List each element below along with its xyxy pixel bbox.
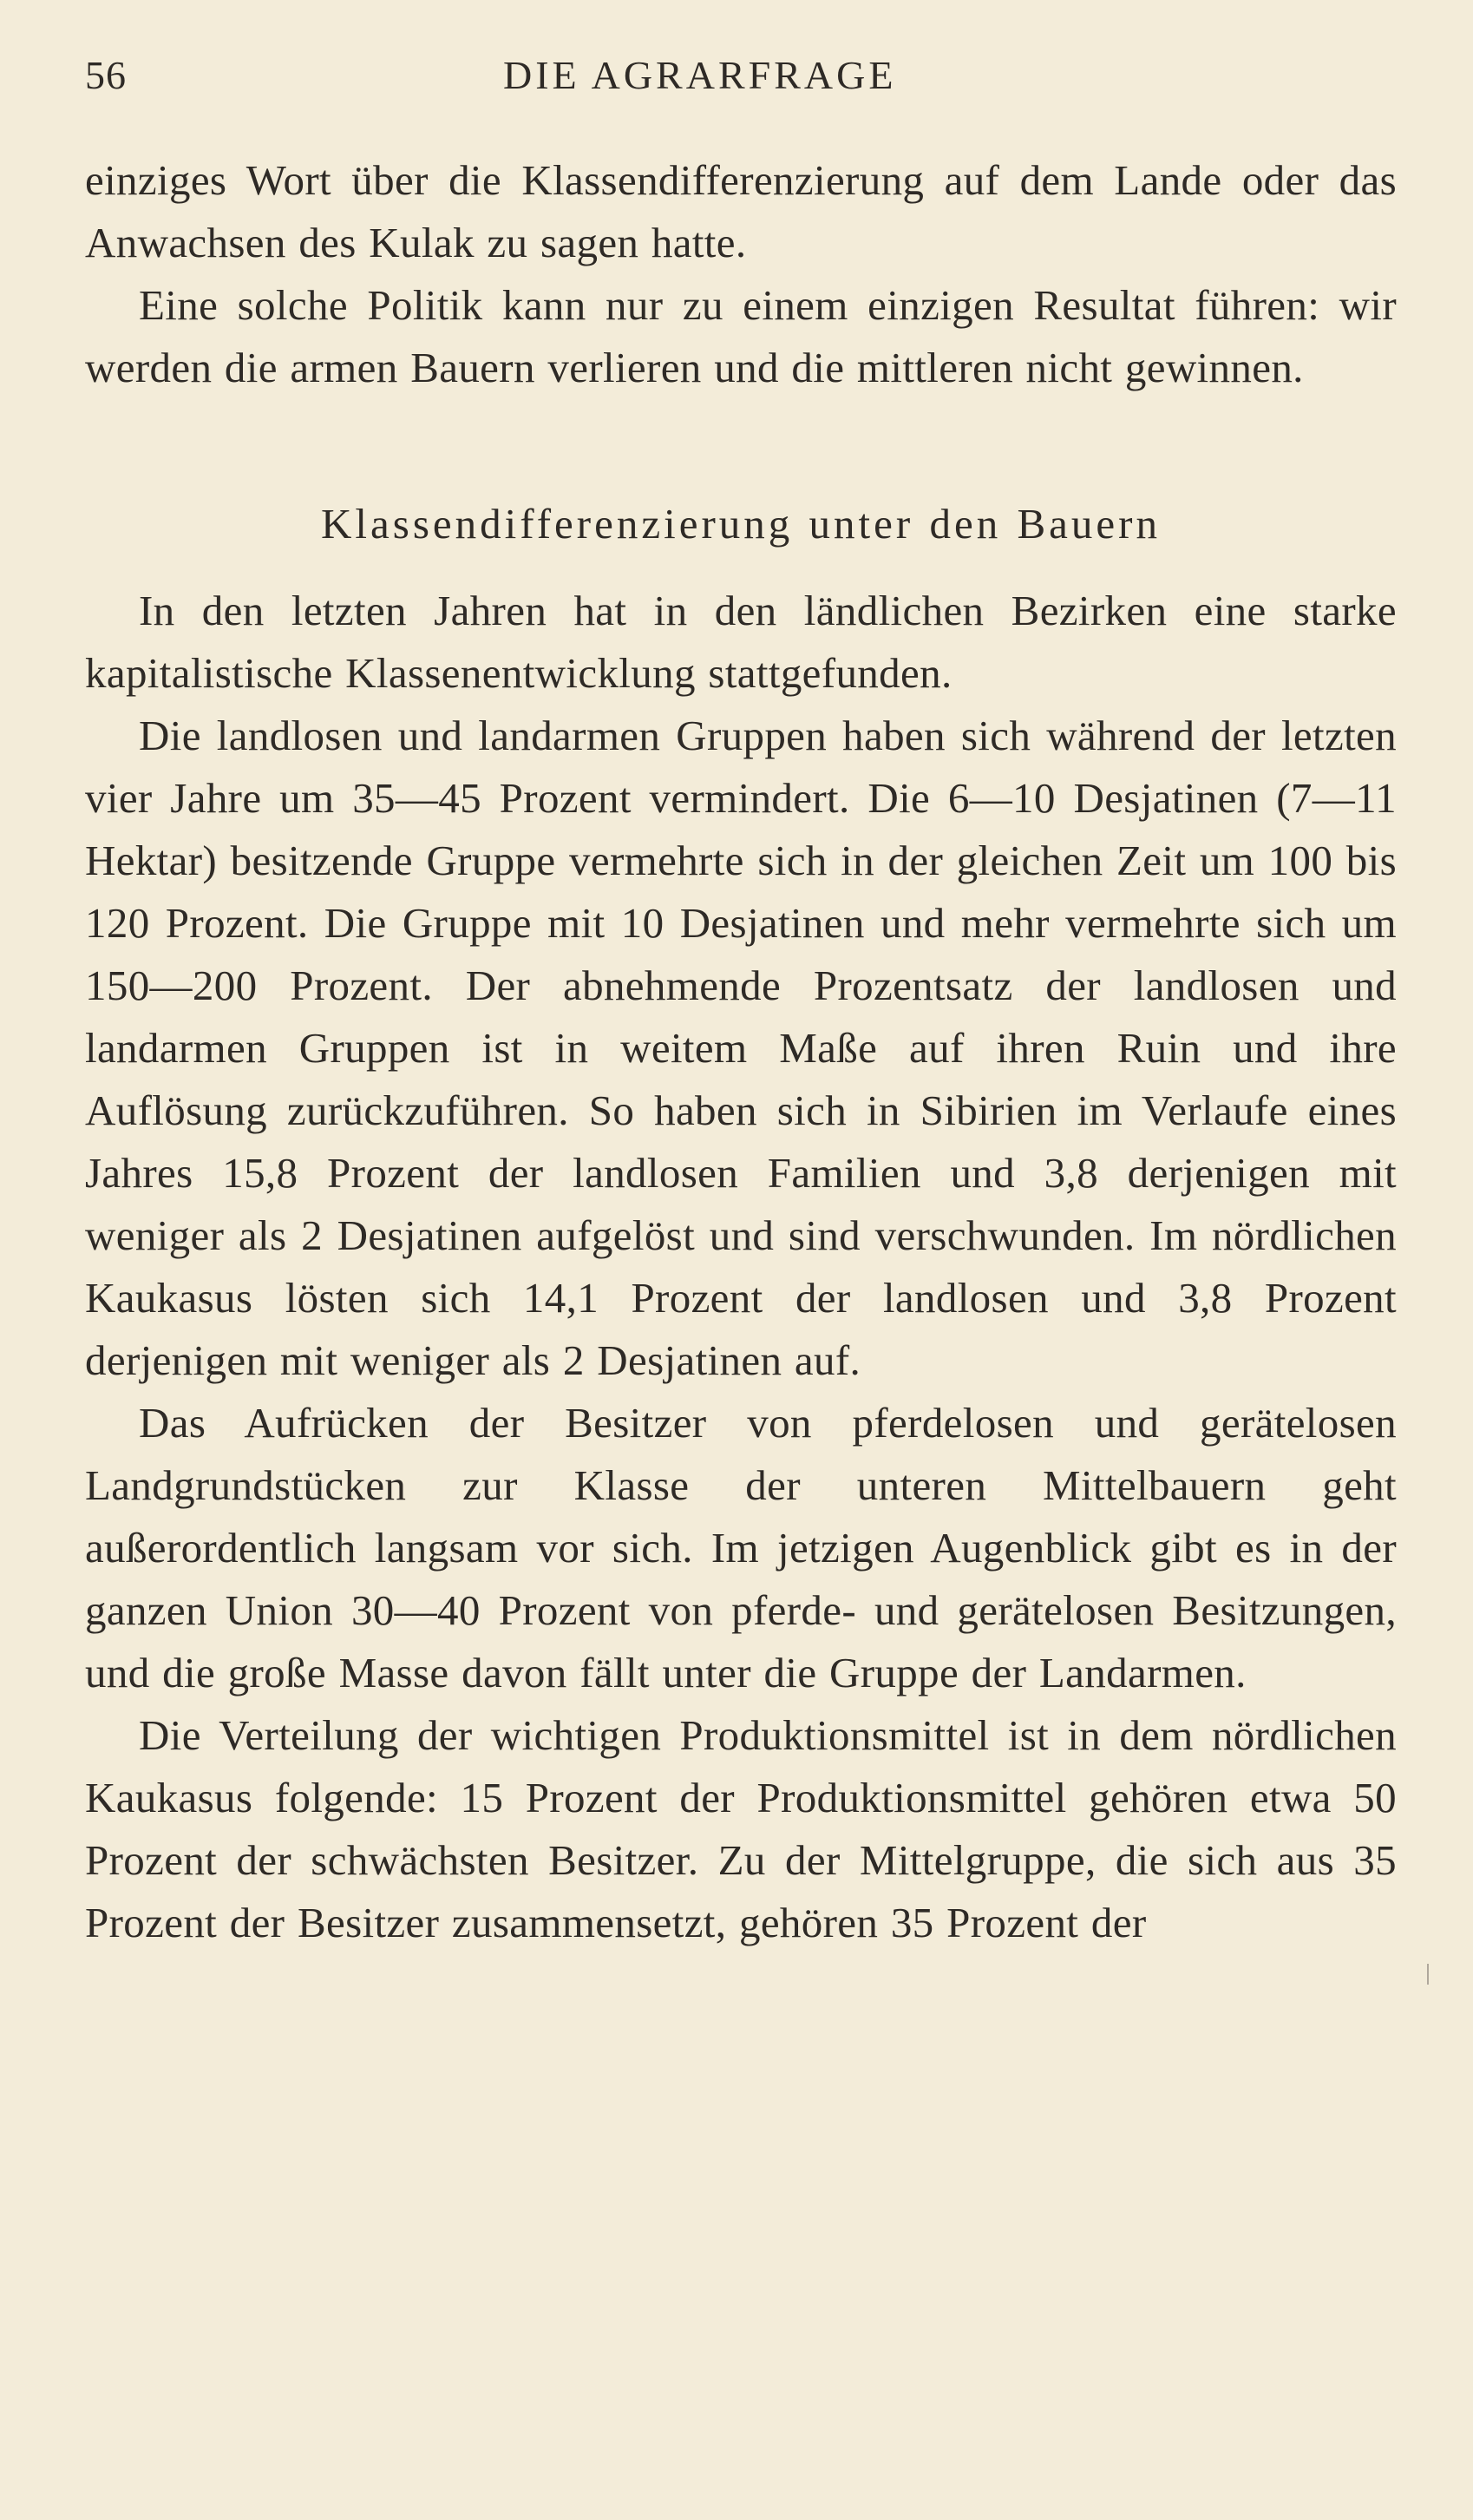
running-title: DIE AGRARFRAGE xyxy=(503,53,897,97)
page-body xyxy=(85,149,1397,1954)
paragraph: Die Verteilung der wichtigen Produktionsmittel ist in dem nördlichen Kaukasus folgende: 15 Prozent der Produktionsmittel gehören etwa 50 Prozent der schwächsten Besitzer. Zu der Mittelgruppe, die sich aus 35 Prozent der Besitzer zusammensetzt, gehören 35 Prozent der xyxy=(85,1711,1397,1946)
page-number: 56 xyxy=(85,53,127,97)
paragraph: Die landlosen und landarmen Gruppen haben sich während der letzten vier Jahre um 35—45 Prozent vermindert. Die 6—10 Desjatinen (7—11 Hektar) besitzende Gruppe vermehrte sich in der gleichen Zeit um 100 bis 120 Prozent. Die Gruppe mit 10 Desjatinen und mehr vermehrte sich um 150—200 Prozent. Der abnehmende Prozentsatz der landlosen und landarmen Gruppen ist in weitem Maße auf ihren Ruin und ihre Auflösung zurückzuführen. So haben sich in Sibirien im Verlaufe eines Jahres 15,8 Prozent der landlosen Familien und 3,8 derjenigen mit weniger als 2 Desjatinen aufgelöst und sind verschwunden. Im nördlichen Kaukasus lösten sich 14,1 Prozent der landlosen und 3,8 Prozent derjenigen mit weniger als 2 Desjatinen auf. xyxy=(85,712,1397,1384)
section-heading: Klassendifferenzierung unter den Bauern xyxy=(321,500,1161,548)
page-header xyxy=(85,52,1397,104)
section-body xyxy=(85,580,1397,1954)
paragraph: Eine solche Politik kann nur zu einem einzigen Resultat führen: wir werden die armen Bauern verlieren und die mittleren nicht gewinnen. xyxy=(85,281,1397,391)
paragraph-continued: einziges Wort über die Klassendifferenzierung auf dem Lande oder das Anwachsen des Kulak zu sagen hatte. xyxy=(85,156,1397,266)
margin-mark xyxy=(1427,1964,1429,1985)
paragraph: Das Aufrücken der Besitzer von pferdelosen und gerätelosen Landgrundstücken zur Klasse der unteren Mittelbauern geht außerordentlich langsam vor sich. Im jetzigen Augenblick gibt es in der ganzen Union 30—40 Prozent von pferde- und gerätelosen Besitzungen, und die große Masse davon fällt unter die Gruppe der Landarmen. xyxy=(85,1399,1397,1696)
paragraph: In den letzten Jahren hat in den ländlichen Bezirken eine starke kapitalistische Klassenentwicklung stattgefunden. xyxy=(85,587,1397,697)
